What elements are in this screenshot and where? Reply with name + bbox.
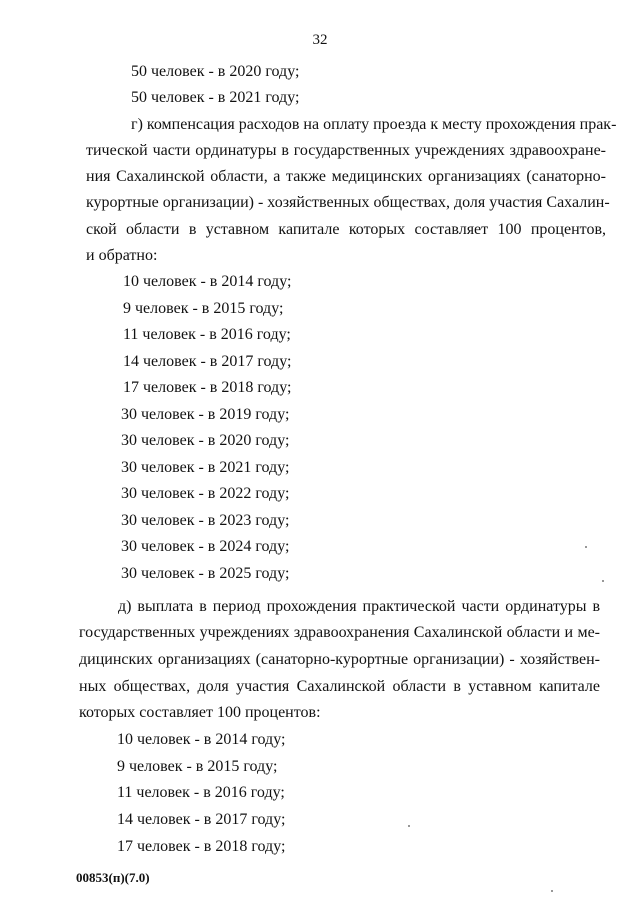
list-item: 10 человек - в 2014 году; <box>123 273 292 290</box>
list-item: 50 человек - в 2021 году; <box>131 89 300 106</box>
page-number: 32 <box>312 32 328 48</box>
paragraph-line: курортные организации) - хозяйственных обществах, доля участия Сахалин- <box>86 194 610 211</box>
list-item: 30 человек - в 2021 году; <box>121 459 290 476</box>
list-item: 30 человек - в 2023 году; <box>121 512 290 529</box>
paragraph-line: которых составляет 100 процентов: <box>79 704 321 721</box>
list-item: 30 человек - в 2019 году; <box>121 406 290 423</box>
list-item: 30 человек - в 2024 году; <box>121 538 290 555</box>
list-item: 30 человек - в 2022 году; <box>121 485 290 502</box>
paragraph-line: ния Сахалинской области, а также медицинских организациях (санаторно- <box>86 168 606 185</box>
list-item: 10 человек - в 2014 году; <box>117 731 286 748</box>
list-item: 14 человек - в 2017 году; <box>123 353 292 370</box>
paragraph-line: государственных учреждениях здравоохранения Сахалинской области и ме- <box>79 624 600 641</box>
list-item: 30 человек - в 2020 году; <box>121 432 290 449</box>
list-item: 30 человек - в 2025 году; <box>121 565 290 582</box>
paragraph-line: тической части ординатуры в государственных учреждениях здравоохране- <box>86 142 606 159</box>
list-item: 11 человек - в 2016 году; <box>123 326 291 343</box>
list-item: 50 человек - в 2020 году; <box>131 63 300 80</box>
list-item: 9 человек - в 2015 году; <box>117 758 278 775</box>
scan-speck <box>551 890 553 892</box>
scan-speck <box>408 825 410 827</box>
scan-speck <box>602 580 604 582</box>
paragraph-line: ных обществах, доля участия Сахалинской области в уставном капитале <box>79 678 600 695</box>
list-item: 14 человек - в 2017 году; <box>117 811 286 828</box>
list-item: 9 человек - в 2015 году; <box>123 300 284 317</box>
list-item: 17 человек - в 2018 году; <box>117 838 286 855</box>
paragraph-line: и обратно: <box>86 247 158 264</box>
scan-speck <box>585 546 587 548</box>
paragraph-line: ской области в уставном капитале которых составляет 100 процентов, <box>86 221 606 238</box>
paragraph-line: дицинских организациях (санаторно-курортные организации) - хозяйствен- <box>79 651 600 668</box>
paragraph-line: д) выплата в период прохождения практической части ординатуры в <box>118 598 600 615</box>
paragraph-line: г) компенсация расходов на оплату проезда к месту прохождения прак- <box>131 116 617 133</box>
list-item: 11 человек - в 2016 году; <box>117 784 285 801</box>
list-item: 17 человек - в 2018 году; <box>123 379 292 396</box>
document-code: 00853(п)(7.0) <box>76 870 150 885</box>
